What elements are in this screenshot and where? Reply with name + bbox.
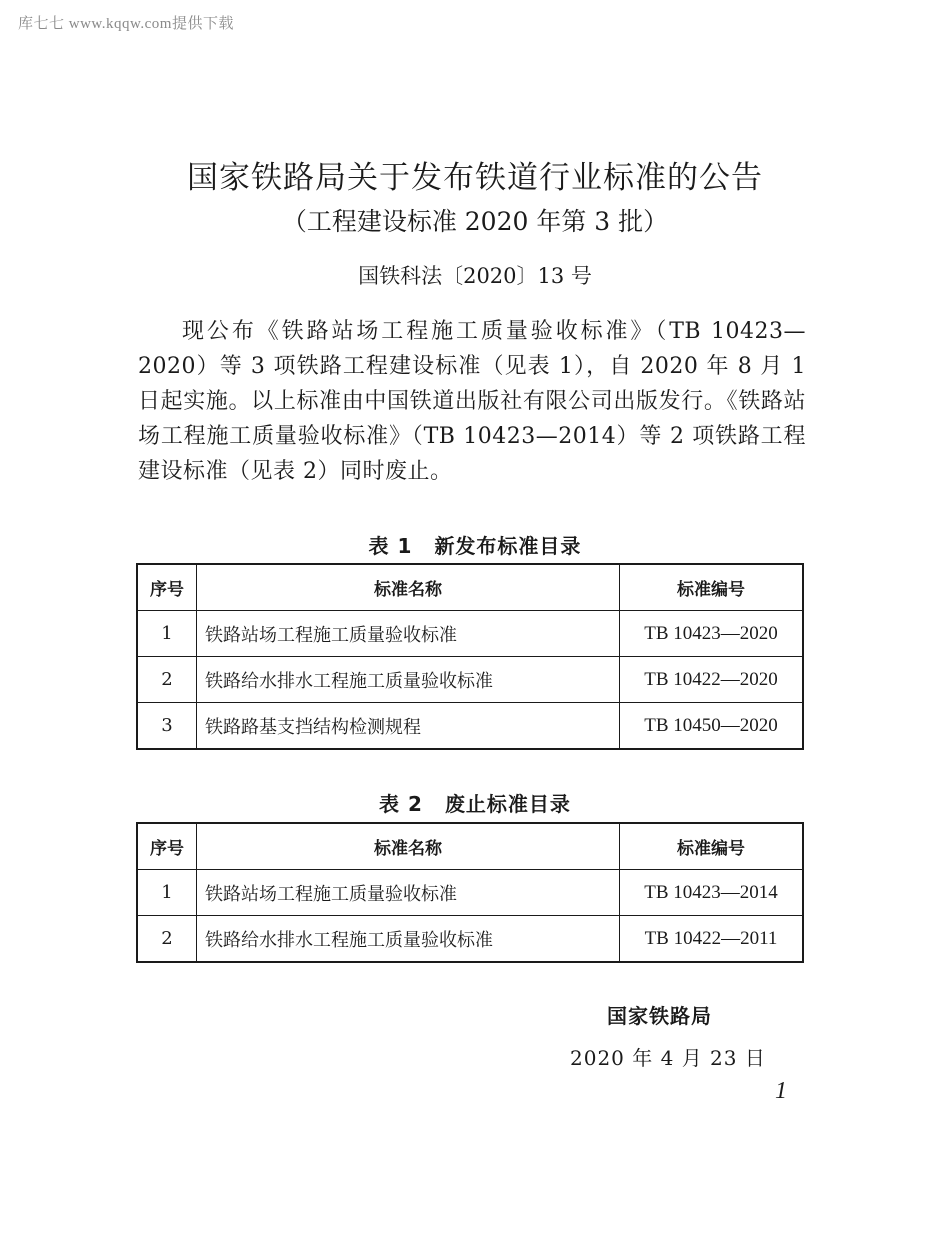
table-row — [137, 657, 803, 703]
table-row — [137, 916, 803, 963]
row-no: 1 — [137, 611, 197, 657]
row-name: 铁路给水排水工程施工质量验收标准 — [197, 916, 620, 963]
row-code: TB 10423—2020 — [620, 611, 804, 657]
abolished-standards-table — [136, 822, 804, 963]
table2-caption — [0, 788, 950, 817]
row-no: 3 — [137, 703, 197, 750]
header-name: 标准名称 — [197, 823, 620, 870]
row-name: 铁路给水排水工程施工质量验收标准 — [197, 657, 620, 703]
row-name: 铁路站场工程施工质量验收标准 — [197, 611, 620, 657]
table-row — [137, 870, 803, 916]
issue-date: 2020 年 4 月 23 日 — [570, 1046, 766, 1070]
row-name: 铁路路基支挡结构检测规程 — [197, 703, 620, 750]
table-header-row — [137, 564, 803, 611]
row-name: 铁路站场工程施工质量验收标准 — [197, 870, 620, 916]
watermark: 库七七 www.kqqw.com提供下载 — [18, 16, 234, 32]
page-subtitle: （工程建设标准 2020 年第 3 批） — [281, 207, 669, 236]
issuer-signature: 国家铁路局 — [607, 1004, 712, 1028]
table2-caption-title: 废止标准目录 — [444, 792, 571, 816]
table-header-row — [137, 823, 803, 870]
row-code: TB 10422—2020 — [620, 657, 804, 703]
row-no: 2 — [137, 916, 197, 963]
announcement-body: 现公布《铁路站场工程施工质量验收标准》（TB 10423—2020）等 3 项铁路工程建设标准（见表 1），自 2020 年 8 月 1 日起实施。以上标准由中国铁道出版社有限公司出版发行。《铁路站场工程施工质量验收标准》（TB 10423—2014）等 2 项铁路工程建设标准（见表 2）同时废止。 — [138, 319, 806, 484]
table2-caption-number: 表 2 — [379, 792, 423, 816]
header-code: 标准编号 — [620, 823, 804, 870]
row-code: TB 10450—2020 — [620, 703, 804, 750]
table1-caption-number: 表 1 — [368, 534, 413, 558]
row-code: TB 10422—2011 — [620, 916, 804, 963]
table-row — [137, 703, 803, 750]
table1-caption-title: 新发布标准目录 — [434, 534, 582, 558]
header-no: 序号 — [137, 823, 197, 870]
header-name: 标准名称 — [197, 564, 620, 611]
table1-caption — [0, 530, 950, 559]
page-title: 国家铁路局关于发布铁道行业标准的公告 — [187, 160, 763, 196]
row-no: 1 — [137, 870, 197, 916]
row-code: TB 10423—2014 — [620, 870, 804, 916]
new-standards-table — [136, 563, 804, 750]
header-no: 序号 — [137, 564, 197, 611]
header-code: 标准编号 — [620, 564, 804, 611]
document-number: 国铁科法〔2020〕13 号 — [358, 264, 592, 288]
page-number: 1 — [775, 1078, 787, 1104]
table-row — [137, 611, 803, 657]
row-no: 2 — [137, 657, 197, 703]
